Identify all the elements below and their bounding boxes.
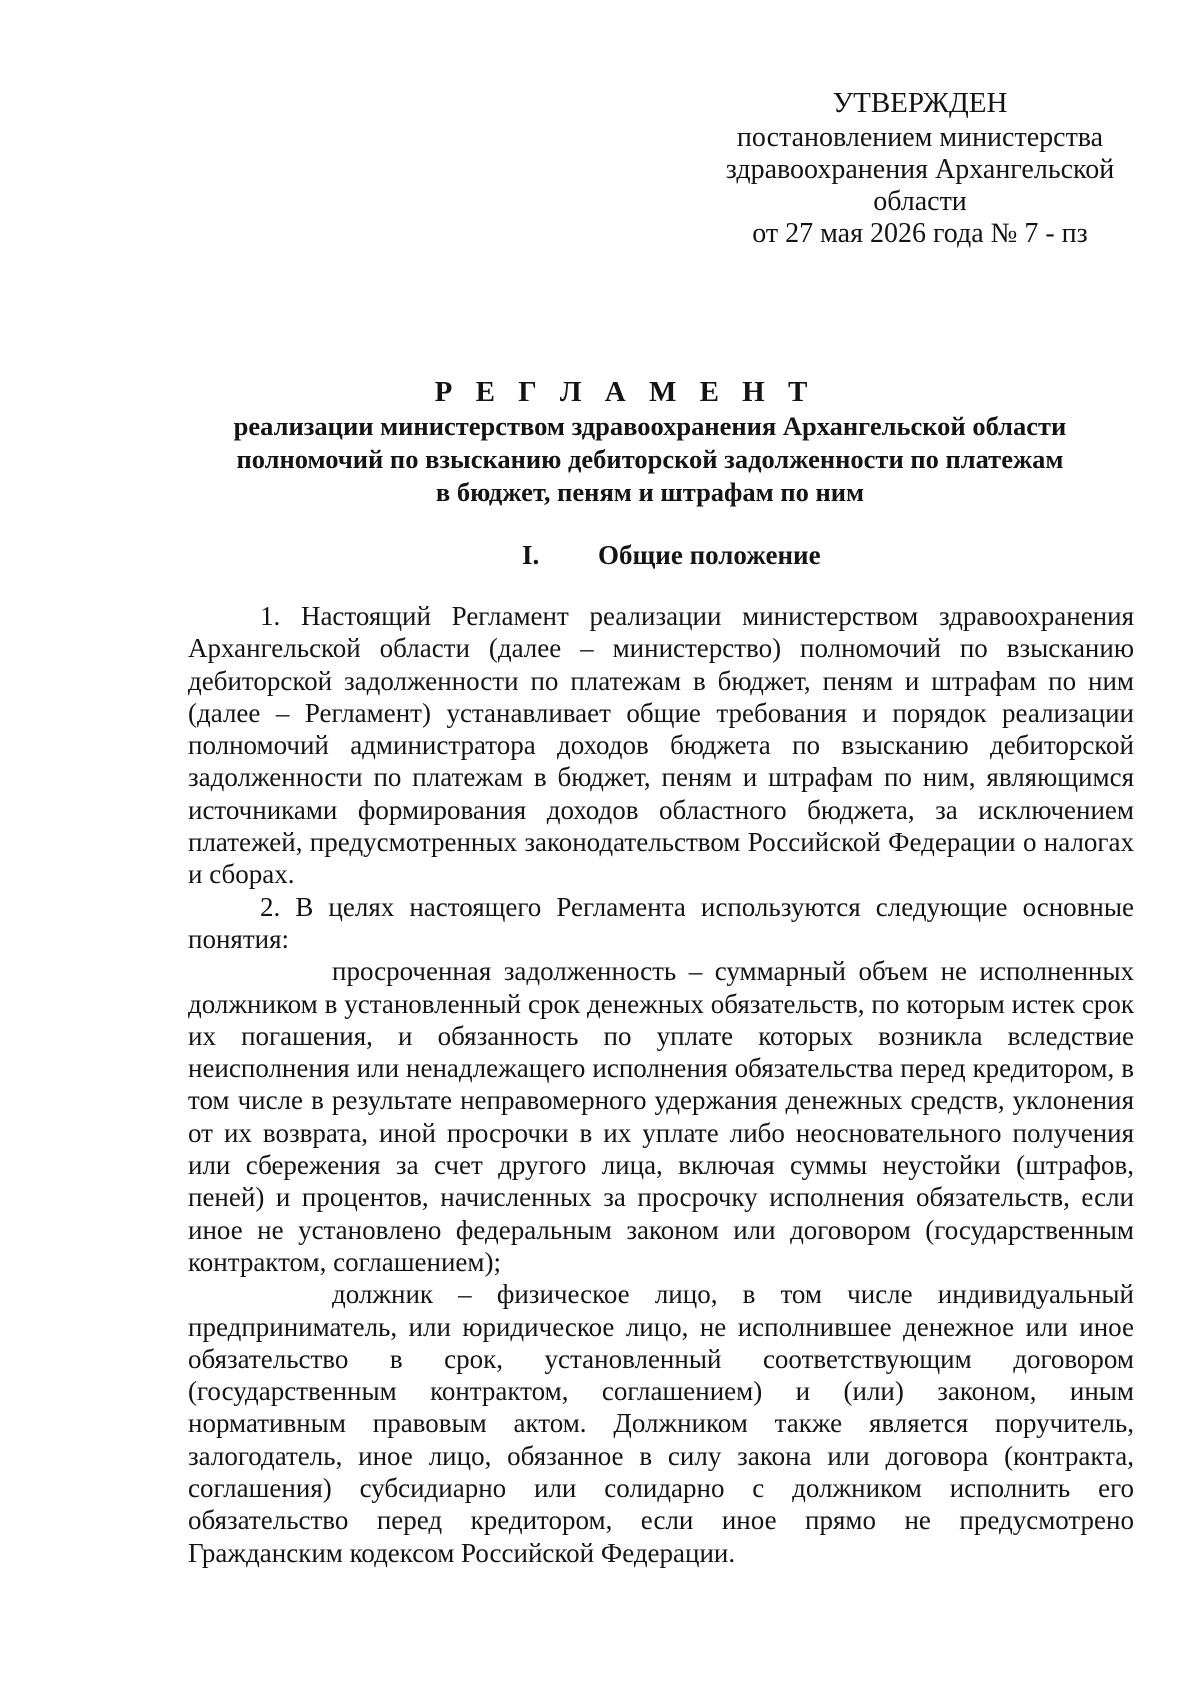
approval-title: УТВЕРЖДЕН: [832, 87, 1008, 119]
document-title: Р Е Г Л А М Е Н Т: [434, 376, 816, 408]
section-heading: [522, 540, 821, 571]
document-subtitle: [150, 410, 1150, 509]
paragraph: 1. Настоящий Регламент реализации министерством здравоохранения Архангельской области (далее – министерство) полномочий по взысканию дебиторской задолженности по платежам в бюджет, пеням и штрафам по ним (далее – Регламент) устанавливает общие требования и порядок реализации полномочий администратора доходов бюджета по взысканию дебиторской задолженности по платежам в бюджет, пеням и штрафам по ним, являющимся источниками формирования доходов областного бюджета, за исключением платежей, предусмотренных законодательством Российской Федерации о налогах и сборах.: [188, 601, 1134, 890]
subtitle-line: реализации министерством здравоохранения Архангельской области: [233, 411, 1067, 441]
definition-paragraph: просроченная задолженность – суммарный объем не исполненных должником в установленный срок денежных обязательств, по которым истек срок их погашения, и обязанность по уплате которых возникла вследствие неисполнения или ненадлежащего исполнения обязательства перед кредитором, в том числе в результате неправомерного удержания денежных средств, уклонения от их возврата, иной просрочки в их уплате либо неосновательного получения или сбережения за счет другого лица, включая суммы неустойки (штрафов, пеней) и процентов, начисленных за просрочку исполнения обязательств, если иное не установлено федеральным законом или договором (государственным контрактом, соглашением);: [188, 956, 1134, 1277]
section-title: Общие положение: [598, 540, 821, 570]
approval-line: постановлением министерства: [736, 122, 1104, 153]
subtitle-line: полномочий по взысканию дебиторской задолженности по платежам: [236, 444, 1064, 474]
approval-date-line: от 27 мая 2026 года № 7 - пз: [752, 218, 1088, 249]
document-body: [188, 600, 1134, 1569]
definition-paragraph: должник – физическое лицо, в том числе индивидуальный предприниматель, или юридическое лицо, не исполнившее денежное или иное обязательство в срок, установленный соответствующим договором (государственным контрактом, соглашением) и (или) законом, иным нормативным правовым актом. Должником также является поручитель, залогодатель, иное лицо, обязанное в силу закона или договора (контракта, соглашения) субсидиарно или солидарно с должником исполнить его обязательство перед кредитором, если иное прямо не предусмотрено Гражданским кодексом Российской Федерации.: [188, 1279, 1134, 1568]
section-number: I.: [522, 540, 540, 570]
approval-stamp-block: [720, 86, 1120, 250]
approval-line: области: [873, 186, 967, 217]
paragraph: 2. В целях настоящего Регламента используются следующие основные понятия:: [188, 891, 1134, 954]
subtitle-line: в бюджет, пеням и штрафам по ним: [435, 477, 865, 507]
approval-line: здравоохранения Архангельской: [725, 154, 1115, 185]
